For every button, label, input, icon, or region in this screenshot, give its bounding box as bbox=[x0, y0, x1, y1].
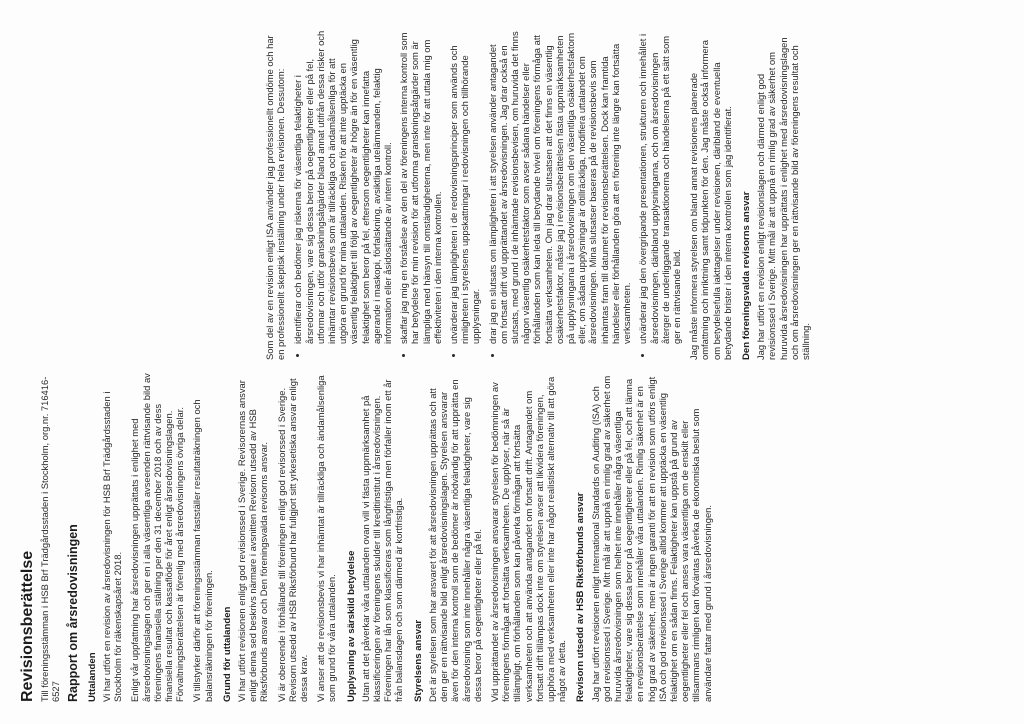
foreningsvalda-heading: Den föreningsvalda revisorns ansvar bbox=[740, 191, 752, 360]
col2-paragraph-2: Jag måste informera styrelsen om bland annat revisionens planerade omfattning och inriktning samt tidpunkten för den. Jag måste också informera om betydelsefulla iakttagelser under revisionen, däribland de eventuella betydande brister i den interna kontrollen som jag identifierat. bbox=[688, 40, 733, 360]
uttalanden-heading: Uttalanden bbox=[86, 652, 98, 702]
bullet-item: • utvärderar jag lämpligheten i de redovisningsprinciper som används och rimligheten i styrelsens uppskattningar i redovisningen och tillhörande upplysningar. bbox=[448, 30, 482, 344]
left-column bbox=[19, 372, 719, 702]
bullet-item: • drar jag en slutsats om lämpligheten i att styrelsen använder antagandet om fortsatt drift vid upprättandet av årsredovisningen. Jag drar också en slutsats, med grund i de inhämtade revisionsbevisen, om huruvida det finns någon väsentlig osäkerhetsfaktor som avser sådana händelser eller förhållanden som kan leda till betydande tvivel om föreningens förmåga att fortsätta verksamheten. Om jag drar slutsatsen att det finns en väsentlig osäkerhetsfaktor, måste jag i revisionsberättelsen fästa uppmärksamheten på upplysningarna i årsredovisningen om den väsentliga osäkerhetsfaktorn eller, om sådana upplysningar är otillräckliga, modifiera uttalandet om årsredovisningen. Mina slutsatser baseras på de revisionsbevis som inhämtas fram till datumet för revisionsberättelsen. Dock kan framtida händelser eller förhållanden göra att en förening inte längre kan fortsätta verksamheten. bbox=[487, 30, 633, 344]
bullet-item: • utvärderar jag den övergripande presentationen, strukturen och innehållet i årsredovisningen, däribland upplysningarna, och om årsredovisningen återger de underliggande transaktionerna och händelserna på ett sätt som ger en rättvisande bild. bbox=[637, 30, 682, 344]
grund-paragraph-2: Vi är oberoende i förhållande till föreningen enligt god revisorssed i Sverige. Revisorn utsedd av HSB Riksförbund har fullgjort sitt yrkesetiska ansvar enligt dessa krav. bbox=[275, 378, 310, 702]
styrelsens-heading: Styrelsens ansvar bbox=[412, 619, 424, 702]
upplysning-heading: Upplysning av särskild betydelse bbox=[345, 550, 357, 702]
foreningsvalda-paragraph: Jag har utfört en revision enligt revisionslagen och därmed enligt god revisionssed i Sverige. Mitt mål är att uppnå en rimlig grad av säkerhet om huruvida årsredovisningen har upprättats i enlighet med årsredovisningslagen och om årsredovisningen ger en rättvisande bild av föreningens resultat och ställning. bbox=[755, 37, 811, 360]
bullet-item: • skaffar jag mig en förståelse av den del av föreningens interna kontroll som har betydelse för min revision för att utforma granskningsåtgärder som är lämpliga med hänsyn till omständigheterna, men inte för att uttala mig om effektiviteten i den interna kontrollen. bbox=[398, 30, 443, 344]
document-title: Revisionsberättelse bbox=[19, 550, 36, 702]
grund-paragraph-1: Vi har utfört revisionen enligt god revisionssed i Sverige. Revisorernas ansvar enligt denna sed beskrivs närmare i avsnitten Revisorn utsedd av HSB Riksförbunds ansvar och Den föreningsvalda revisorns ansvar. bbox=[236, 380, 270, 702]
right-column bbox=[264, 30, 817, 360]
grund-heading: Grund för uttalanden bbox=[221, 606, 233, 702]
addressee: Till föreningsstämman i HSB Brf Trädgårdsstaden i Stockholm, org.nr. 716416-6527 bbox=[39, 376, 62, 702]
styrelsens-paragraph-1: Det är styrelsen som har ansvaret för att årsredovisningen upprättas och att den ger en rättvisande bild enligt årsredovisningslagen. Styrelsen ansvarar även för den interna kontroll som de bedömer är nödvändig för att upprätta en årsredovisning som inte innehåller några väsentliga felaktigheter, vare sig dessa beror på oegentligheter eller på fel. bbox=[426, 379, 483, 702]
styrelsens-paragraph-2: Vid upprättandet av årsredovisningen ansvarar styrelsen för bedömningen av föreningens förmåga att fortsätta verksamheten. De upplyser, när så är tillämpligt, om förhållanden som kan påverka förmågan att fortsätta verksamheten och att använda antagandet om fortsatt drift. Antagandet om fortsatt drift tillämpas dock inte om styrelsen avser att likvidera föreningen, upphöra med verksamheten eller inte har något realistiskt alternativ till att göra något av detta. bbox=[488, 376, 568, 702]
report-heading: Rapport om årsredovisningen bbox=[65, 524, 80, 702]
revisorn-heading: Revisorn utsedd av HSB Riksförbunds ansvar bbox=[575, 492, 587, 702]
revisorn-paragraph: Jag har utfört revisionen enligt International Standards on Auditing (ISA) och god revisionssed i Sverige. Mitt mål är att uppnå en rimlig grad av säkerhet om huruvida årsredovisningen som helhet inte innehåller några väsentliga felaktigheter, vare sig dessa beror på oegentligheter eller på fel, och att lämna en revisionsberättelse som innehåller våra uttalanden. Rimlig säkerhet är en hög grad av säkerhet, men är ingen garanti för att en revision som utförs enligt ISA och god revisionssed i Sverige alltid kommer att upptäcka en väsentlig felaktighet om en sådan finns. Felaktigheter kan uppstå på grund av oegentligheter eller fel och anses vara väsentliga om de enskilt eller tillsammans rimligen kan förväntas påverka de ekonomiska beslut som användare fattar med grund i årsredovisningen. bbox=[589, 375, 713, 702]
uttalanden-paragraph-1: Vi har utfört en revision av årsredovisningen för HSB Brf Trädgårdsstaden i Stockholm för räkenskapsåret 2018. bbox=[101, 391, 124, 702]
upplysning-paragraph: Utan att det påverkar våra uttalanden ovan vill vi fästa uppmärksamhet på klassificeringen av föreningens skulder till kreditinstitut i årsredovisningen. Föreningen har lån som klassificeras som långfristiga men förfaller inom ett år från balansdagen och som därmed är kortfristiga. bbox=[359, 379, 405, 702]
rotated-content bbox=[12, 12, 1012, 712]
bullet-list bbox=[292, 30, 682, 360]
uttalanden-paragraph-3: Vi tillstyrker därför att föreningsstämman fastställer resultaträkningen och balansräkningen för föreningen. bbox=[191, 399, 214, 702]
col2-intro: Som del av en revision enligt ISA använder jag professionellt omdöme och har en professionellt skeptisk inställning under hela revisionen. Dessutom: bbox=[264, 35, 287, 360]
grund-paragraph-3: Vi anser att de revisionsbevis vi har inhämtat är tillräckliga och ändamålsenliga som grund för våra uttalanden. bbox=[315, 375, 338, 702]
uttalanden-paragraph-2: Enligt vår uppfattning har årsredovisningen upprättats i enlighet med årsredovisningslagen och ger en i alla väsentliga avseenden rättvisande bild av föreningens finansiella ställning per den 31 december 2018 och av dess finansiella resultat och kassaflöde för året enligt årsredovisningslagen. Förvaltningsberättelsen är förenlig med årsredovisningens övriga delar. bbox=[129, 373, 186, 702]
bullet-item: • identifierar och bedömer jag riskerna för väsentliga felaktigheter i årsredovisningen, vare sig dessa beror på oegentligheter eller på fel, utformar och utför granskningsåtgärder bland annat utifrån dessa risker och inhämtar revisionsbevis som är tillräckliga och ändamålsenliga för att utgöra en grund för mina uttalanden. Risken för att inte upptäcka en väsentlig felaktighet till följd av oegentligheter är högre än för en väsentlig felaktighet som beror på fel, eftersom oegentligheter kan innefatta agerande i maskopi, förfalskning, avsiktliga utelämnanden, felaktig information eller åsidosättande av intern kontroll. bbox=[292, 30, 393, 344]
